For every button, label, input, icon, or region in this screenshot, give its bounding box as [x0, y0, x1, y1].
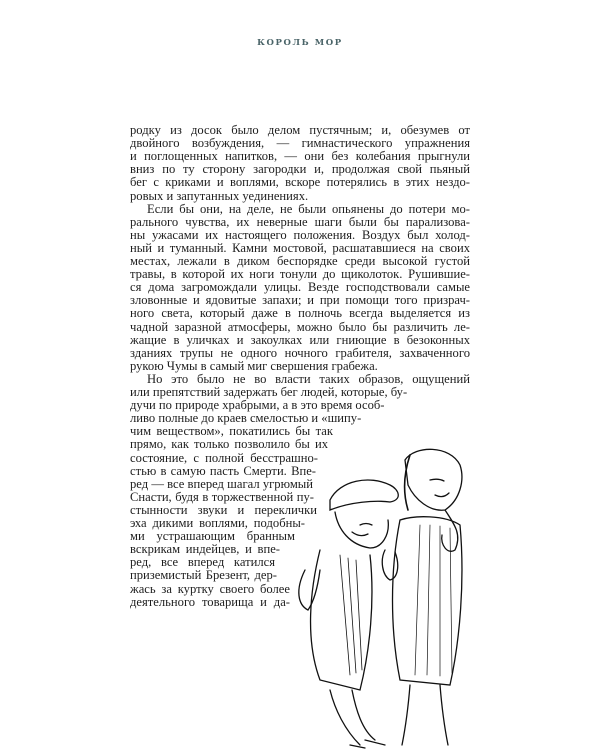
text-line: родку из досок было делом пустячным; и, обезумев от — [130, 123, 470, 137]
text-line: дучи по природе храбрыми, а в это время особ- — [130, 398, 385, 413]
text-line: ред — все вперед шагал угрюмый — [130, 476, 313, 491]
text-line: ливо полные до краев смелостью и «шипу- — [130, 411, 362, 426]
text-line: местах, лежали в диком беспорядке среди высокой густой — [130, 254, 470, 268]
text-line: чадной заразной атмосферы, можно было бы различить ле- — [130, 319, 470, 334]
text-line: ного света, который даже в полночь всегда выделяется из — [130, 306, 470, 321]
text-line: зданиях трупы не одного ночного грабителя, захваченного — [130, 345, 470, 360]
text-line: состояние, с полной бесстрашно- — [130, 450, 318, 465]
text-line: и поглощенных напитков, — они без колебания прыгнули — [130, 149, 470, 164]
left-figure-drawing — [299, 480, 398, 748]
text-line: бег с криками и воплями, вскоре потерялись в этих нездо- — [130, 175, 470, 190]
text-line: двойного возбуждения, — гимнастического упражнения — [130, 136, 470, 151]
text-line: ный и туманный. Камни мостовой, расшатавшиеся на своих — [130, 240, 470, 255]
text-line: ся дома загромождали улицы. Везде господствовали самые — [130, 280, 470, 295]
text-line: вскрикам индейцев, и впе- — [130, 542, 280, 557]
text-line: стью в самую пасть Смерти. Впе- — [130, 463, 316, 478]
text-line: деятельного товарища и да- — [130, 594, 290, 609]
text-line: прямо, как только позволило бы их — [130, 437, 328, 452]
text-line: ровых и запутанных уединениях. — [130, 188, 309, 203]
text-line: чим веществом», покатились бы так — [130, 424, 333, 439]
text-line: приземистый Брезент, дер- — [130, 568, 277, 583]
text-line: Если бы они, на деле, не были опьянены до потери мо- — [147, 201, 470, 216]
running-title: КОРОЛЬ МОР — [257, 38, 343, 48]
text-line: Снасти, будя в торжественной пу- — [130, 489, 314, 504]
text-line: жась за куртку своего более — [130, 581, 290, 596]
illustration-two-figures — [290, 440, 480, 750]
text-line: стынности звуки и переклички — [130, 502, 317, 517]
text-line: рукою Чумы в самый миг свершения грабежа. — [130, 358, 378, 373]
text-line: Но это было не во власти таких образов, ощущений — [147, 371, 470, 386]
text-line: эха дикими воплями, подобны- — [130, 516, 305, 530]
text-line: ми устрашающим бранным — [130, 529, 295, 544]
text-line: зловонные и ядовитые запахи; и при помощи того призрач- — [130, 293, 470, 308]
text-line: травы, в которой их ноги тонули до щиколоток. Рушившие- — [130, 267, 470, 282]
text-line: рального чувства, их неверные шаги были бы парализова- — [130, 214, 470, 229]
text-line: жащие в уличках и закоулках или гниющие в безоконных — [130, 332, 470, 347]
text-line: или препятствий задержать бег людей, которые, бу- — [130, 385, 408, 399]
text-line: ред, все вперед катился — [130, 555, 275, 570]
text-line: ны ужасами их настоящего положения. Воздух был холод- — [130, 227, 470, 242]
text-line: вниз по ту сторону загородки и, продолжая свой пьяный — [130, 162, 470, 177]
